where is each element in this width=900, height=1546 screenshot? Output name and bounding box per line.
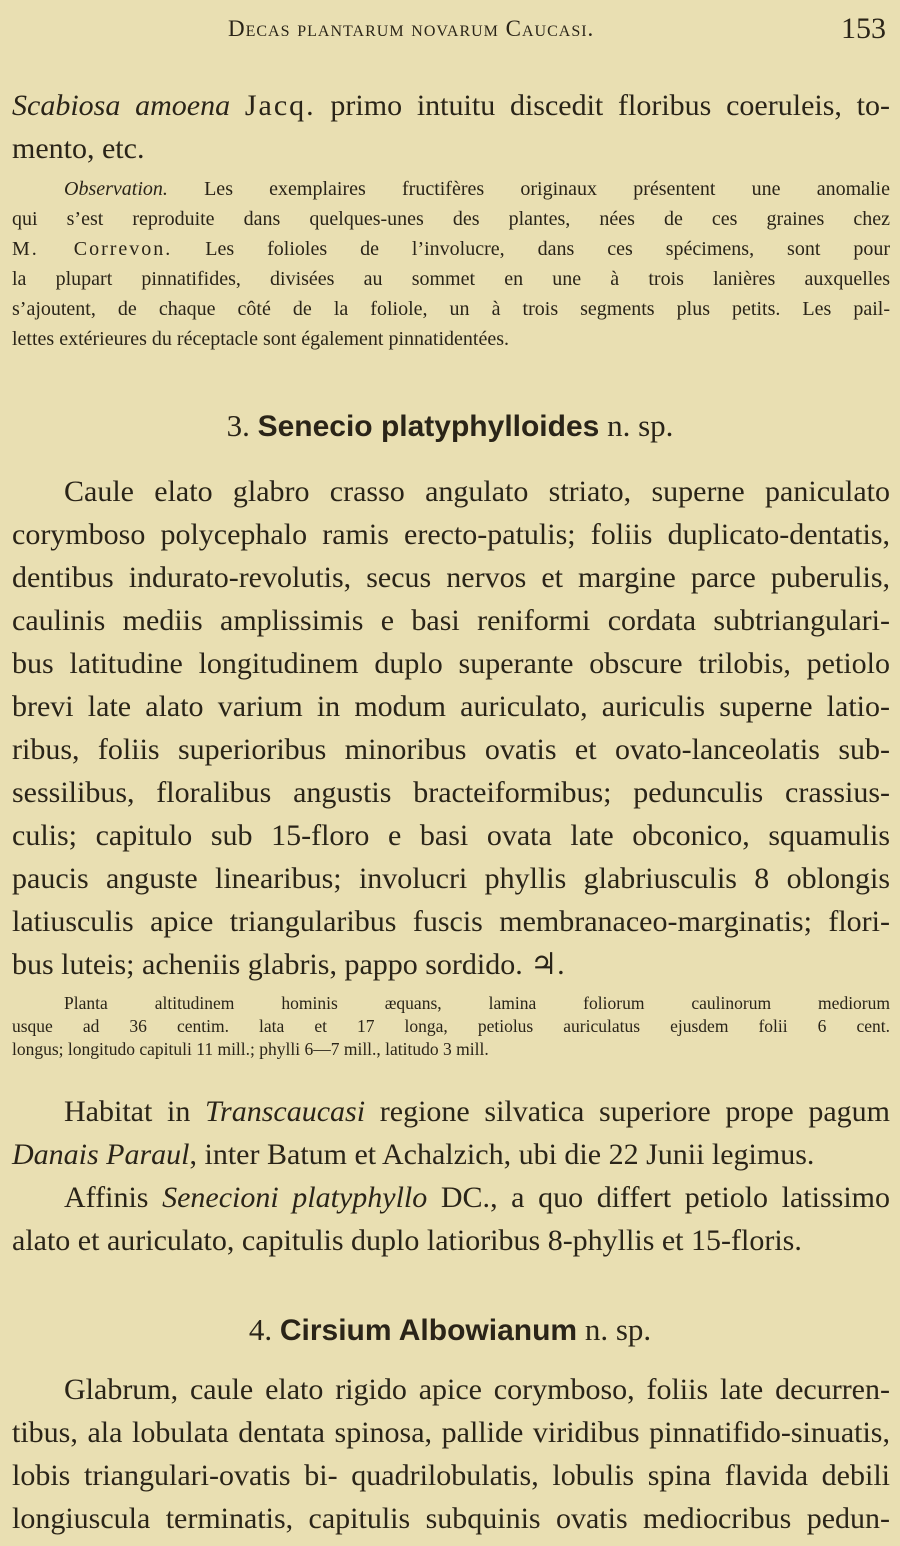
species-4-description (12, 1368, 890, 1540)
text-span: Les exemplaires fructifères originaux présentent une anomalie (204, 178, 890, 200)
text-span: Les folioles de l’involucre, dans ces spécimens, sont pour (205, 238, 890, 260)
place-name: Danais Paraul (12, 1138, 190, 1171)
measurements-note (12, 992, 890, 1061)
description-line: paucis anguste linearibus; involucri phyllis glabriusculis 8 oblongis (12, 862, 890, 895)
description-line: longiuscula terminatis, capitulis subquinis ovatis mediocribus pedun- (12, 1502, 890, 1535)
affinis-line-2: alato et auriculato, capitulis duplo latioribus 8-phyllis et 15-floris. (12, 1224, 802, 1257)
habitat-paragraph (12, 1090, 890, 1176)
page-header (0, 10, 900, 46)
description-line: tibus, ala lobulata dentata spinosa, pallide viridibus pinnatifido-sinuatis, (12, 1416, 890, 1449)
observation-line-4: la plupart pinnatifides, divisées au sommet en une à trois lanières auxquelles (12, 268, 890, 290)
observation-label: Observation. (64, 178, 168, 200)
text-span: Affinis (64, 1181, 149, 1214)
description-line: dentibus indurato-revolutis, secus nervos et margine parce puberulis, (12, 561, 890, 594)
species-3-heading (0, 408, 900, 444)
description-line: caulinis mediis amplissimis e basi reniformi cordata subtriangulari- (12, 604, 890, 637)
description-line: corymboso polycephalo ramis erecto-patulis; foliis duplicato-dentatis, (12, 518, 890, 551)
observation-line-2: qui s’est reproduite dans quelques-unes des plantes, nées de ces graines chez (12, 208, 890, 230)
species-3-description (12, 470, 890, 986)
species-title: Cirsium Albowianum (279, 1314, 578, 1347)
description-line: lobis triangulari-ovatis bi- quadrilobulatis, lobulis spina flavida debili (12, 1459, 890, 1492)
new-species-suffix: n. sp. (584, 1312, 652, 1347)
affinis-paragraph (12, 1176, 890, 1262)
species-4-heading (0, 1312, 900, 1348)
observation-note (12, 174, 890, 354)
description-line: sessilibus, floralibus angustis bracteiformibus; pedunculis crassius- (12, 776, 890, 809)
measurement-line: usque ad 36 centim. lata et 17 longa, petiolus auriculatus ejusdem folii 6 cent. (12, 1016, 890, 1036)
description-line: latiusculis apice triangularibus fuscis membranaceo-marginatis; flori- (12, 905, 890, 938)
text-span: primo intuitu discedit floribus coeruleis, to- (330, 89, 890, 122)
affinis-line-1 (12, 1176, 890, 1219)
author-name: Jacq. (244, 89, 316, 122)
description-line: Glabrum, caule elato rigido apice corymboso, foliis late decurren- (64, 1373, 890, 1406)
species-name: Scabiosa amoena (12, 89, 231, 122)
observation-line-3 (12, 234, 890, 264)
species-number: 4. (248, 1312, 273, 1347)
species-title: Senecio platyphylloides (257, 410, 600, 443)
observation-line-1 (12, 174, 890, 204)
scabiosa-paragraph (12, 84, 890, 170)
text-span: , inter Batum et Achalzich, ubi die 22 Junii legimus. (189, 1138, 815, 1171)
description-line: bus latitudine longitudinem duplo superante obscure trilobis, petiolo (12, 647, 890, 680)
text-span: Habitat in (64, 1095, 191, 1128)
description-line: culis; capitulo sub 15-floro e basi ovata late obconico, squamulis (12, 819, 890, 852)
new-species-suffix: n. sp. (607, 408, 674, 443)
description-line: bus luteis; acheniis glabris, pappo sordido. ♃. (12, 948, 565, 981)
measurement-line: longus; longitudo capituli 11 mill.; phylli 6—7 mill., latitudo 3 mill. (12, 1039, 489, 1059)
description-line: ribus, foliis superioribus minoribus ovatis et ovato-lanceolatis sub- (12, 733, 890, 766)
observation-line-5: s’ajoutent, de chaque côté de la foliole, un à trois segments plus petits. Les pail- (12, 298, 890, 320)
scabiosa-line-2: mento, etc. (12, 132, 145, 165)
observation-line-6: lettes extérieures du réceptacle sont également pinnatidentées. (12, 328, 510, 350)
person-name: M. Correvon. (12, 238, 173, 260)
text-span: regione silvatica superiore prope pagum (379, 1095, 891, 1128)
scabiosa-line-1 (12, 84, 890, 127)
description-line: brevi late alato varium in modum auriculato, auriculis superne latio- (12, 690, 890, 723)
habitat-line-2 (12, 1133, 890, 1176)
page-number: 153 (841, 12, 886, 45)
region-name: Transcaucasi (205, 1095, 366, 1128)
habitat-line-1 (12, 1090, 890, 1133)
species-number: 3. (226, 408, 250, 443)
description-line: Caule elato glabro crasso angulato striato, superne paniculato (64, 475, 890, 508)
text-span: , a quo differt petiolo latissimo (490, 1181, 890, 1214)
related-species: Senecioni platyphyllo (162, 1181, 428, 1214)
measurement-line: Planta altitudinem hominis æquans, lamina foliorum caulinorum mediorum (64, 993, 890, 1013)
running-title: Decas plantarum novarum Caucasi. (228, 16, 595, 41)
author-name: DC. (440, 1181, 491, 1214)
